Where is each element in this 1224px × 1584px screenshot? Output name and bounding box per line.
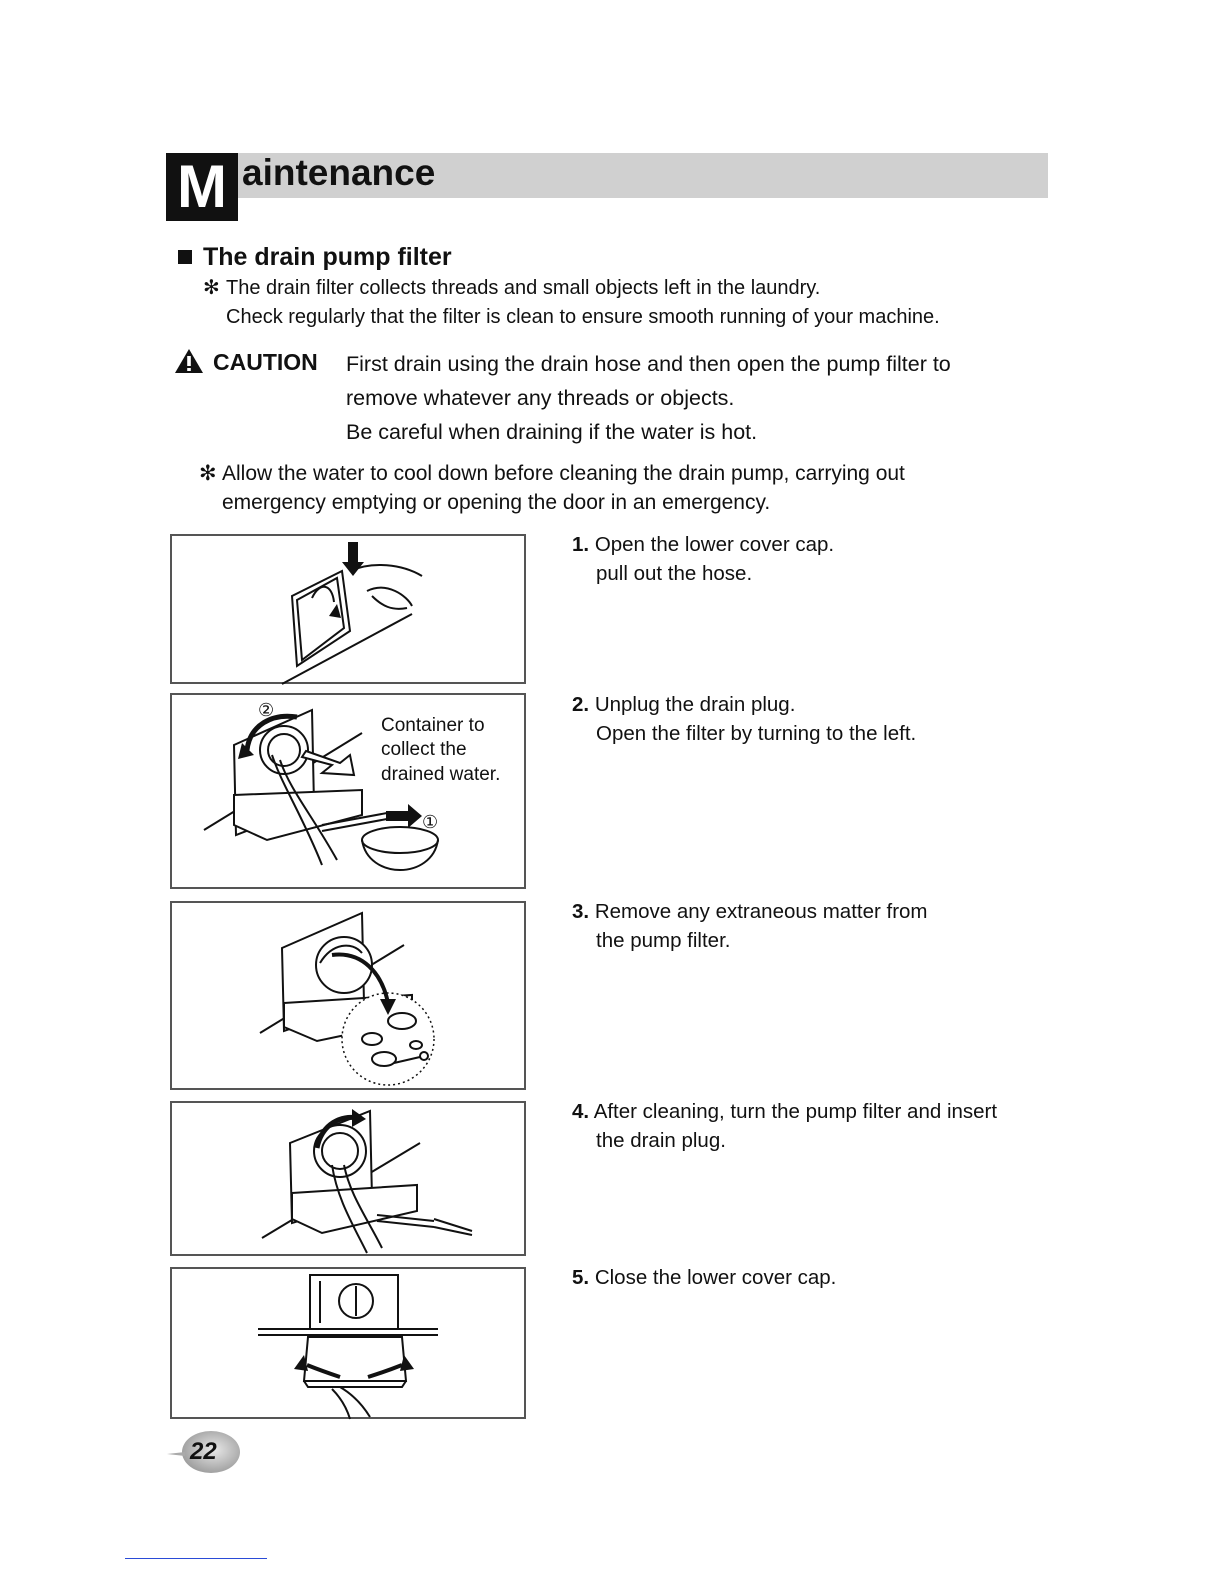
figure-caption: Container to (381, 715, 485, 736)
warning-icon (174, 348, 204, 374)
step-text: pull out the hose. (596, 562, 753, 585)
step-text: the drain plug. (596, 1129, 726, 1152)
step-text: Close the lower cover cap. (594, 1266, 837, 1289)
asterisk-icon: ✻ (203, 277, 220, 299)
figure-unplug-drain (170, 693, 526, 889)
step-text: Unplug the drain plug. (594, 693, 796, 716)
insert-filter-illustration (172, 1103, 528, 1258)
asterisk-icon: ✻ (199, 462, 217, 485)
note-line: Allow the water to cool down before cleaning the drain pump, carrying out (222, 462, 905, 485)
page-number: 22 (190, 1438, 217, 1465)
caution-label: CAUTION (213, 349, 318, 375)
step-number: 4. (572, 1100, 590, 1123)
section-bullet-icon (178, 250, 192, 264)
step-text: After cleaning, turn the pump filter and insert (593, 1100, 998, 1123)
figure-remove-matter (170, 901, 526, 1090)
step-text: Open the lower cover cap. (594, 533, 835, 556)
step-marker-1: ① (422, 812, 439, 832)
step-number: 3. (572, 900, 590, 923)
step-1 (572, 530, 834, 588)
figure-insert-filter (170, 1101, 526, 1256)
figure-close-cover (170, 1267, 526, 1419)
figure-caption: drained water. (381, 764, 501, 785)
close-cover-illustration (172, 1269, 528, 1421)
step-number: 2. (572, 693, 590, 716)
step-text: Open the filter by turning to the left. (596, 722, 917, 745)
note-line: Check regularly that the filter is clean to ensure smooth running of your machine. (226, 306, 940, 328)
caution-text: remove whatever any threads or objects. (346, 386, 735, 410)
page-title: aintenance (242, 152, 436, 193)
step-3 (572, 897, 928, 955)
title-initial: M (166, 153, 238, 221)
step-number: 1. (572, 533, 590, 556)
open-cover-illustration (172, 536, 528, 686)
figure-caption: collect the (381, 739, 467, 760)
remove-matter-illustration (172, 903, 528, 1092)
bottom-divider (125, 1558, 267, 1559)
caution-text: Be careful when draining if the water is hot. (346, 420, 758, 444)
step-text: the pump filter. (596, 929, 731, 952)
note-line: The drain filter collects threads and small objects left in the laundry. (226, 277, 821, 299)
step-2 (572, 690, 916, 748)
step-number: 5. (572, 1266, 590, 1289)
note-line: emergency emptying or opening the door in an emergency. (222, 491, 771, 514)
step-text: Remove any extraneous matter from (594, 900, 928, 923)
caution-text: First drain using the drain hose and then open the pump filter to (346, 352, 951, 376)
figure-open-cover (170, 534, 526, 684)
section-heading: The drain pump filter (203, 243, 452, 271)
step-marker-2: ② (258, 700, 275, 720)
step-4 (572, 1097, 997, 1155)
step-5 (572, 1263, 836, 1292)
